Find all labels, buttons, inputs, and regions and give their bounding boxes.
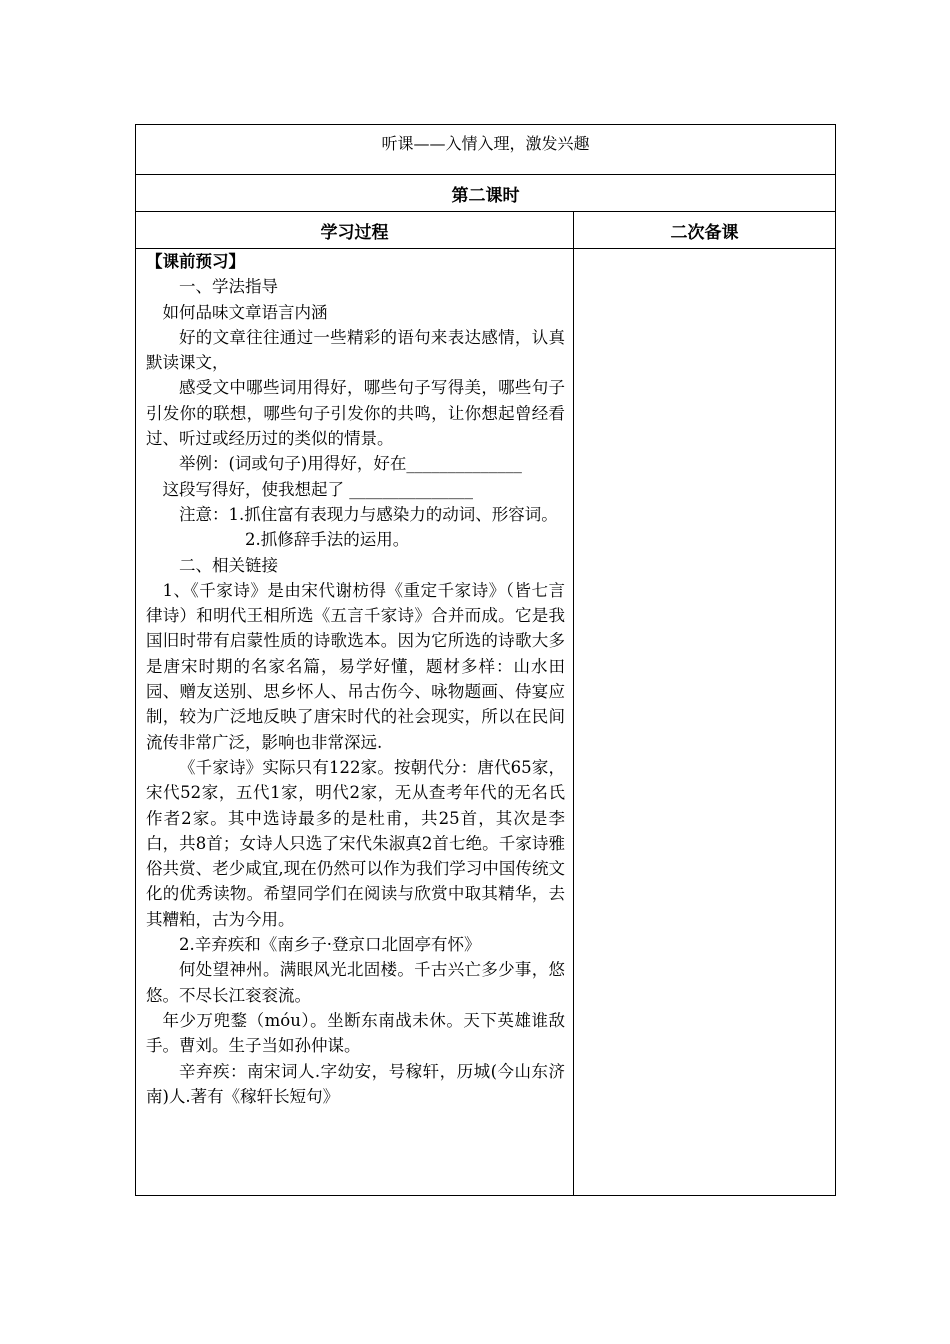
paragraph: 二、相关链接 [179,555,278,575]
paragraph: 举例：(词或句子)用得好，好在______________ [179,454,522,474]
paragraph: 注意：1.抓住富有表现力与感染力的动词、形容词。 [179,504,558,524]
paragraph: 《千家诗》实际只有122家。按朝代分：唐代65家，宋代52家，五代1家，明代2家，无从查考年代的无名氏作者2家。其中选诗最多的是杜甫，共25首，其次是李白，共8首；女诗人只选了宋代朱淑真2首七绝。千家诗雅俗共赏、老少咸宜,现在仍然可以作为我们学习中国传统文化的优秀读物。希望同学们在阅读与欣赏中取其精华，去其糟粕，古为今用。 [146,757,565,929]
column-header-row [136,212,836,249]
column-header-process: 学习过程 [136,212,574,249]
lesson-row [136,175,836,212]
paragraph: 年少万兜鍪（móu）。坐断东南战未休。天下英雄谁敌手。曹刘。生子当如孙仲谋。 [146,1010,565,1056]
section-title: 【课前预习】 [146,252,245,271]
lesson-plan-table [135,124,836,1196]
header-row [136,125,836,175]
paragraph: 何处望神州。满眼风光北固楼。千古兴亡多少事，悠悠。不尽长江衮衮流。 [146,960,565,1005]
process-content [136,249,573,1195]
paragraph: 辛弃疾：南宋词人.字幼安，号稼轩，历城(今山东济南)人.著有《稼轩长短句》 [146,1061,565,1106]
paragraph: 这段写得好，使我想起了 _______________ [162,479,473,499]
paragraph: 2.辛弃疾和《南乡子·登京口北固亭有怀》 [179,935,481,955]
paragraph: 感受文中哪些词用得好，哪些句子写得美，哪些句子引发你的联想，哪些句子引发你的共鸣，让你想起曾经看过、听过或经历过的类似的情景。 [146,378,565,449]
content-row [136,249,836,1196]
revision-cell [574,249,836,1196]
lesson-title: 第二课时 [136,175,836,212]
document-page [135,124,835,1196]
header-text: 听课——入情入理，激发兴趣 [136,125,836,175]
paragraph: 1、《千家诗》是由宋代谢枋得《重定千家诗》（皆七言律诗）和明代王相所选《五言千家诗》合并而成。它是我国旧时带有启蒙性质的诗歌选本。因为它所选的诗歌大多是唐宋时期的名家名篇，易学好懂，题材多样：山水田园、赠友送别、思乡怀人、吊古伤今、咏物题画、侍宴应制，较为广泛地反映了唐宋时代的社会现实，所以在民间流传非常广泛，影响也非常深远. [146,580,565,752]
paragraph: 一、学法指导 [179,277,278,297]
paragraph: 如何品味文章语言内涵 [162,302,328,322]
paragraph: 好的文章往往通过一些精彩的语句来表达感情，认真默读课文， [146,327,565,373]
column-header-revision: 二次备课 [574,212,836,249]
process-cell [136,249,574,1196]
paragraph: 2.抓修辞手法的运用。 [245,530,410,550]
